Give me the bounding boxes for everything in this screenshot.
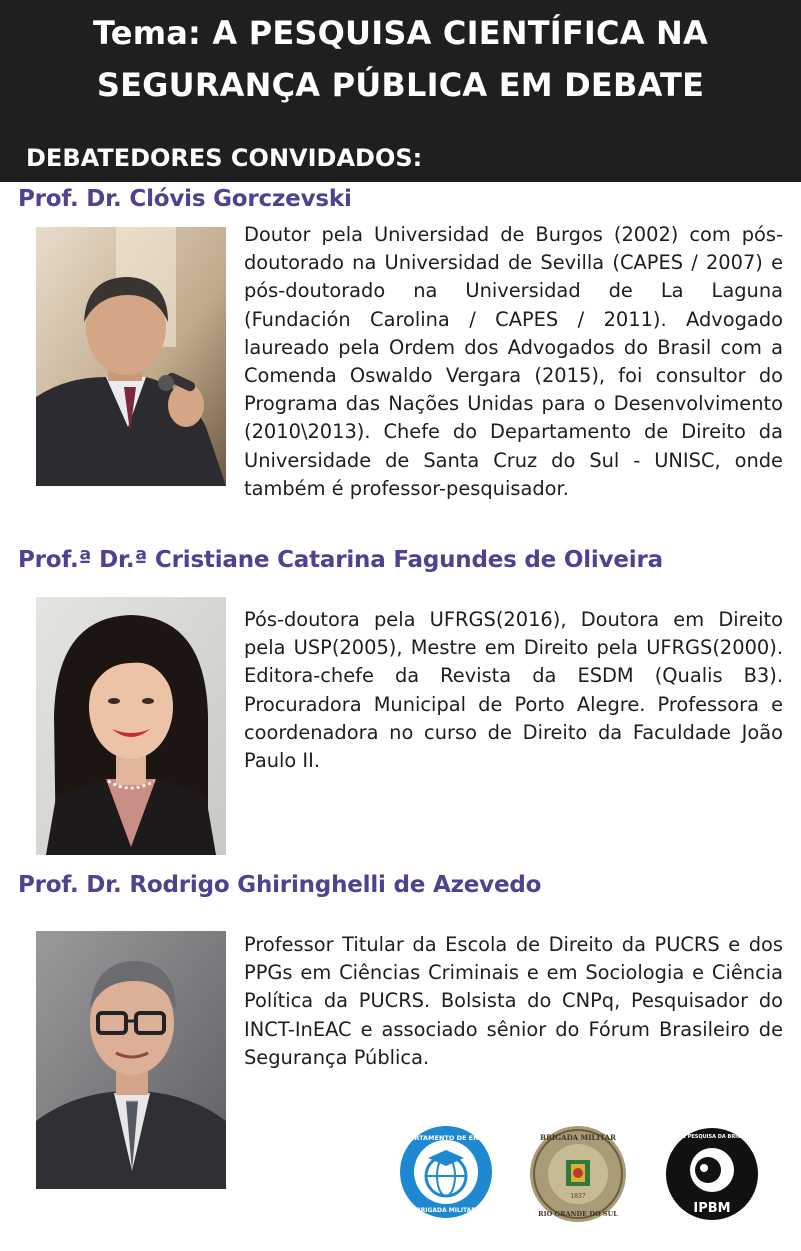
logo-2-year: 1837	[570, 1193, 586, 1200]
debater-3-photo	[36, 931, 226, 1189]
ipbm-logo	[646, 1126, 778, 1222]
logo-2-bottom-text: RIO GRANDE DO SUL	[538, 1210, 618, 1218]
title-line-1: Tema: A PESQUISA CIENTÍFICA NA	[93, 14, 708, 52]
logo-2-ring-text: BRIGADA MILITAR	[540, 1133, 616, 1142]
brigada-militar-seal	[528, 1124, 628, 1224]
debater-1-name: Prof. Dr. Clóvis Gorczevski	[18, 186, 352, 212]
debater-3-bio: Professor Titular da Escola de Direito da PUCRS e dos PPGs em Ciências Criminais e em Sociologia e Ciência Política da PUCRS. Bolsista do CNPq, Pesquisador do INCT-InEAC e associado sênior do Fórum Brasileiro de Segurança Pública.	[244, 933, 783, 1069]
debater-3-name: Prof. Dr. Rodrigo Ghiringhelli de Azevedo	[18, 872, 542, 898]
debater-1-bio: Doutor pela Universidad de Burgos (2002) com pós-doutorado na Universidad de Sevilla (CAPES / 2007) e pós-doutorado na Universidad de La Laguna (Fundación Carolina / CAPES / 2011). Advogado laureado pela Ordem dos Advogados do Brasil com a Comenda Oswaldo Vergara (2015), foi consultor do Programa das Nações Unidas para o Desenvolvimento (2010\2013). Chefe do Departamento de Direito da Universidade de Santa Cruz do Sul - UNISC, onde também é professor-pesquisador.	[244, 223, 783, 500]
section-label: DEBATEDORES CONVIDADOS:	[26, 144, 423, 172]
debater-2-bio: Pós-doutora pela UFRGS(2016), Doutora em Direito pela USP(2005), Mestre em Direito pela UFRGS(2000). Editora-chefe da Revista da ESDM (Qualis B3). Procuradora Municipal de Porto Alegre. Professora e coordenadora no curso de Direito da Faculdade João Paulo II.	[244, 608, 783, 773]
logo-3-abbr: IPBM	[693, 1201, 731, 1216]
header-banner	[0, 0, 801, 182]
debater-2-name: Prof.ª Dr.ª Cristiane Catarina Fagundes de Oliveira	[18, 547, 663, 573]
debater-2-photo	[36, 597, 226, 855]
logo-1-ring-text: DEPARTAMENTO DE ENSINO	[395, 1134, 497, 1142]
logo-1-bottom-text: BRIGADA MILITAR	[416, 1207, 476, 1214]
title-line-2: SEGURANÇA PÚBLICA EM DEBATE	[96, 66, 705, 104]
departamento-de-ensino-logo	[395, 1124, 497, 1220]
debater-1-photo	[36, 227, 226, 486]
logo-3-ring-text: INSTITUTO DE PESQUISA DA BRIGADA MILITAR	[646, 1134, 778, 1140]
